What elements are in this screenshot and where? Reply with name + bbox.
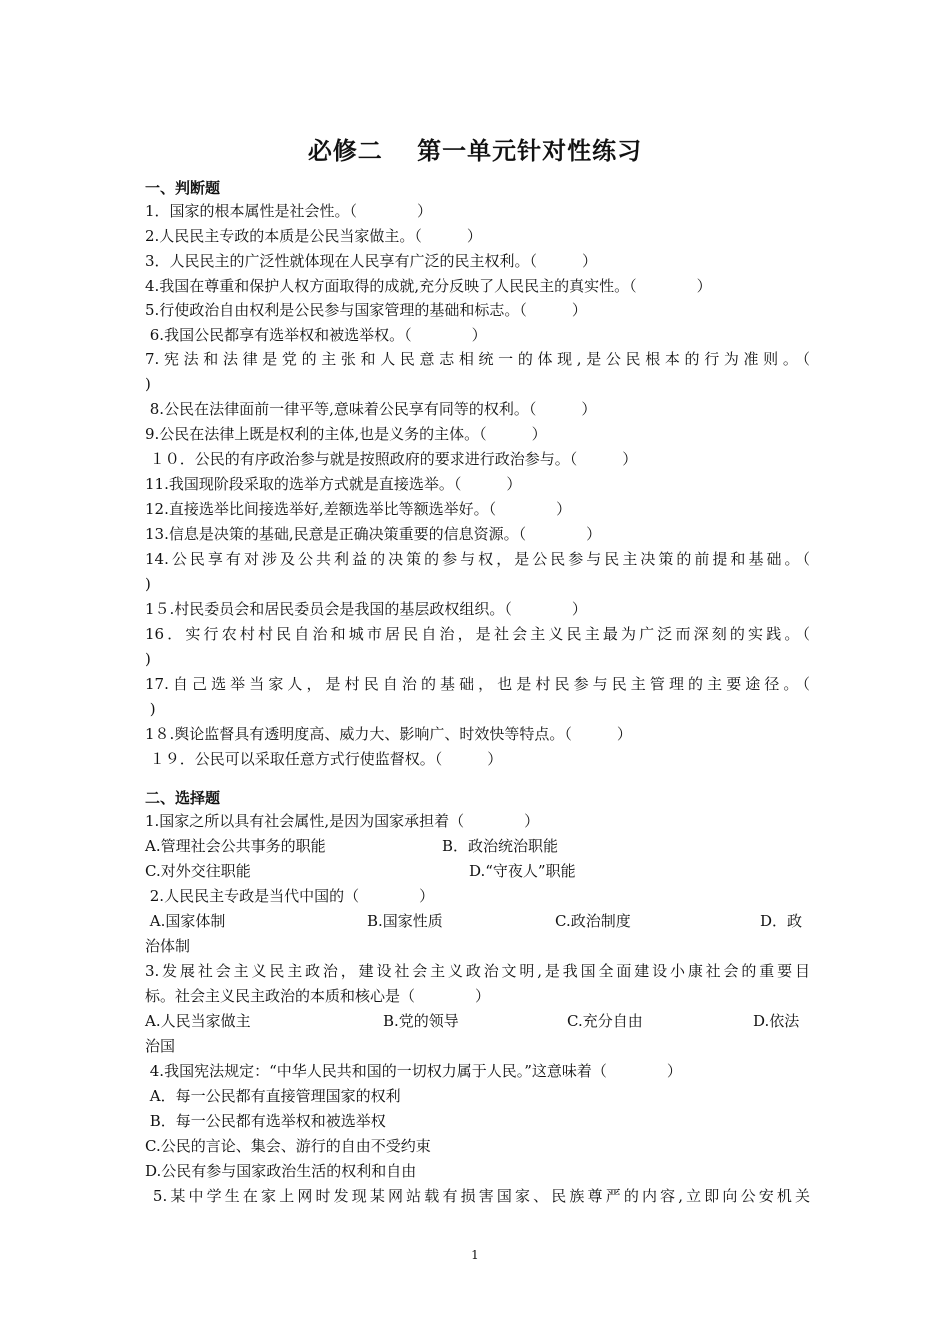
tf-item-15: 1５.村民委员会和居民委员会是我国的基层政权组织。（ ） [145,600,587,618]
mc-q2-option-c: C.政治制度 [555,912,631,930]
mc-q5-stem: 5.某中学生在家上网时发现某网站载有损害国家、民族尊严的内容,立即向公安机关 [145,1187,810,1205]
mc-q3-option-d: D.依法 [753,1012,800,1030]
mc-q4-option-a: A．每一公民都有直接管理国家的权利 [145,1087,401,1105]
tf-item-9: 9.公民在法律上既是权利的主体,也是义务的主体。（ ） [145,425,547,443]
tf-item-5: 5.行使政治自由权利是公民参与国家管理的基础和标志。（ ） [145,301,587,319]
section-heading-multiple-choice: 二、选择题 [145,789,221,807]
tf-item-14-wrap: ) [145,575,151,593]
mc-q4-option-c: C.公民的言论、集会、游行的自由不受约束 [145,1137,431,1155]
mc-q3-option-b: B.党的领导 [383,1012,459,1030]
mc-q3-option-a: A.人民当家做主 [145,1012,251,1030]
mc-q1-option-c: C.对外交往职能 [145,862,251,880]
tf-item-4: 4.我国在尊重和保护人权方面取得的成就,充分反映了人民民主的真实性。（ ） [145,277,712,295]
section-heading-true-false: 一、判断题 [145,179,221,197]
tf-item-11: 11.我国现阶段采取的选举方式就是直接选举。（ ） [145,475,522,493]
tf-item-1: 1．国家的根本属性是社会性。（ ） [145,202,433,220]
tf-item-3: 3．人民民主的广泛性就体现在人民享有广泛的民主权利。（ ） [145,252,598,270]
mc-q3-option-d-wrap: 治国 [145,1037,176,1055]
tf-item-17: 17.自己选举当家人，是村民自治的基础，也是村民参与民主管理的主要途径。（ [145,675,810,693]
tf-item-18: 1８.舆论监督具有透明度高、威力大、影响广、时效快等特点。（ ） [145,725,632,743]
page-title: 必修二 第一单元针对性练习 [307,137,643,165]
mc-q2-option-b: B.国家性质 [367,912,443,930]
tf-item-16-wrap: ) [145,650,151,668]
mc-q4-option-d: D.公民有参与国家政治生活的权利和自由 [145,1162,417,1180]
mc-q3-option-c: C.充分自由 [567,1012,643,1030]
mc-q2-option-d-wrap: 治体制 [145,937,191,955]
tf-item-8: 8.公民在法律面前一律平等,意味着公民享有同等的权利。（ ） [145,400,597,418]
tf-item-7: 7.宪法和法律是党的主张和人民意志相统一的体现,是公民根本的行为准则。（ [145,350,810,368]
mc-q2-option-a: A.国家体制 [145,912,226,930]
tf-item-12: 12.直接选举比间接选举好,差额选举比等额选举好。（ ） [145,500,572,518]
tf-item-10: １０．公民的有序政治参与就是按照政府的要求进行政治参与。（ ） [145,450,638,468]
mc-q1-option-a: A.管理社会公共事务的职能 [145,837,326,855]
page-number: 1 [471,1248,479,1262]
mc-q2-option-d: D．政 [760,912,803,930]
tf-item-14: 14.公民享有对涉及公共利益的决策的参与权，是公民参与民主决策的前提和基础。（ [145,550,810,568]
tf-item-6: 6.我国公民都享有选举权和被选举权。（ ） [145,326,487,344]
tf-item-17-wrap: ) [145,700,156,718]
mc-q1-option-d: D.“守夜人”职能 [469,862,576,880]
mc-q1-option-b: B．政治统治职能 [442,837,559,855]
mc-q2-stem: 2.人民民主专政是当代中国的（ ） [145,887,435,905]
tf-item-19: １９．公民可以采取任意方式行使监督权。（ ） [145,750,503,768]
mc-q3-stem-line1: 3.发展社会主义民主政治，建设社会主义政治文明,是我国全面建设小康社会的重要目 [145,962,810,980]
tf-item-7-wrap: ) [145,375,151,393]
mc-q4-stem: 4.我国宪法规定：“中华人民共和国的一切权力属于人民。”这意味着（ ） [145,1062,682,1080]
tf-item-2: 2.人民民主专政的本质是公民当家做主。（ ） [145,227,482,245]
tf-item-13: 13.信息是决策的基础,民意是正确决策重要的信息资源。（ ） [145,525,602,543]
tf-item-16: 16．实行农村村民自治和城市居民自治，是社会主义民主最为广泛而深刻的实践。（ [145,625,810,643]
mc-q3-stem-line2: 标。社会主义民主政治的本质和核心是（ ） [145,987,491,1005]
mc-q1-stem: 1.国家之所以具有社会属性,是因为国家承担着（ ） [145,812,540,830]
mc-q4-option-b: B．每一公民都有选举权和被选举权 [145,1112,386,1130]
